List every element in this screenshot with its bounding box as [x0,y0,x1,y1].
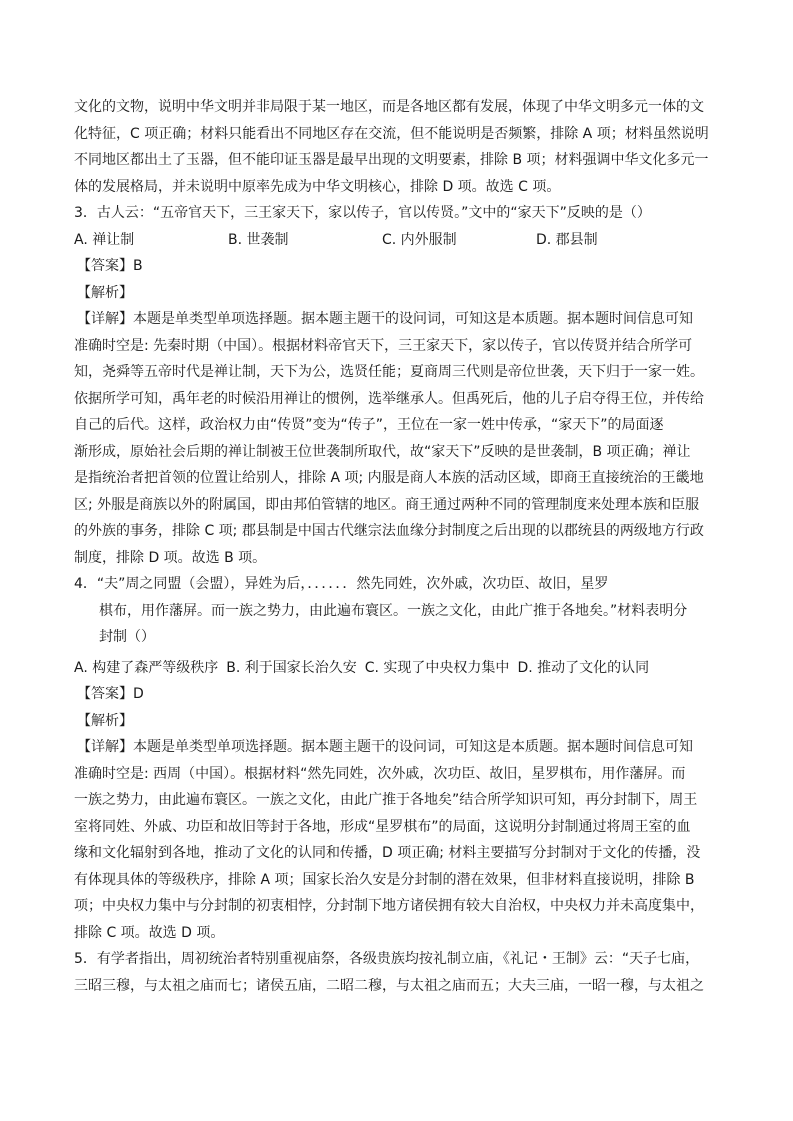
answer-label: 【答案】D [77,686,144,702]
detail-line: 有体现具体的等级秩序，排除 A 项；国家长治久安是分封制的潜在效果，但非材料直接说明，排除 B [74,871,695,888]
option-d: D. 推动了文化的认同 [517,659,650,676]
option-b: B. 利于国家长治久安 [226,659,357,676]
detail-line: 室将同姓、外戚、功臣和故旧等封于各地，形成“星罗棋布”的局面，这说明分封制通过将周王室的血 [74,818,691,835]
detail-line: 自己的后代。这样，政治权力由“传贤”变为“传子”，王位在一家一姓中传承，“家天下”的局面逐 [74,417,664,433]
option-a: A. 禅让制 [74,231,135,248]
question-5-stem: 三昭三穆，与太祖之庙而七；诸侯五庙，二昭二穆，与太祖之庙而五；大夫三庙，一昭一穆，与太祖之 [74,977,704,994]
question-5-stem: 5．有学者指出，周初统治者特别重视庙祭，各级贵族均按礼制立庙，《礼记・王制》云：“天子七庙， [74,951,700,967]
option-a: A. 构建了森严等级秩序 [74,659,219,676]
detail-line: 项；中央权力集中与分封制的初衷相悖，分封制下地方诸侯拥有较大自治权，中央权力并未高度集中， [74,898,704,914]
detail-line: 的外族的事务，排除 C 项; 郡县制是中国古代继宗法血缘分封制度之后出现的以郡统县的两级地方行政 [74,523,704,539]
option-b: B. 世袭制 [228,231,289,248]
analysis-label: 【解析】 [77,284,133,301]
answer-label: 【答案】B [77,258,143,274]
detail-line: 依据所学可知，禹年老的时候沿用禅让的惯例，选举继承人。但禹死后，他的儿子启夺得王位，并传给 [74,390,704,407]
detail-line: 【详解】本题是单类型单项选择题。据本题主题干的设问词，可知这是本质题。据本题时间信息可知 [77,311,693,327]
text-line: 化特征，C 项正确；材料只能看出不同地区存在交流，但不能说明是否频繁，排除 A 项；材料虽然说明 [74,125,709,142]
detail-line: 是指统治者把首领的位置让给别人，排除 A 项; 内服是商人本族的活动区域，即商王直接统治的王畿地 [74,470,704,486]
analysis-label: 【解析】 [77,712,133,729]
question-3-stem: 3．古人云：“五帝官天下，三王家天下，家以传子，官以传贤。”文中的“家天下”反映的是（） [74,205,651,221]
question-3-options [74,227,719,254]
detail-line: 排除 C 项。故选 D 项。 [74,924,225,941]
detail-line: 制度，排除 D 项。故选 B 项。 [74,549,267,566]
detail-line: 准确时空是: 先秦时期（中国）。根据材料帝官天下，三王家天下，家以传子，官以传贤并结合所学可 [74,337,693,354]
option-d: D. 郡县制 [536,231,598,248]
question-4-stem: 封制（） [99,629,155,645]
text-line: 体的发展格局，并未说明中原率先成为中华文明核心，排除 D 项。故选 C 项。 [74,178,561,195]
detail-line: 一族之势力，由此遍布寰区。一族之文化，由此广推于各地矣”结合所学知识可知，再分封制下，周王 [74,792,698,808]
question-4-stem: 4．“夫”周之同盟（会盟），异姓为后，．．．．．．然先同姓，次外戚，次功臣、故旧，星罗 [74,576,609,592]
detail-line: 渐形成，原始社会后期的禅让制被王位世袭制所取代，故“家天下”反映的是世袭制，B 项正确；禅让 [74,443,691,460]
option-c: C. 实现了中央权力集中 [364,659,510,676]
detail-line: 准确时空是: 西周（中国）。根据材料“然先同姓，次外戚，次功臣、故旧，星罗棋布，用作藩屏。而 [74,765,686,782]
question-4-stem: 棋布，用作藩屏。而一族之势力，由此遍布寰区。一族之文化，由此广推于各地矣。”材料表明分 [99,602,688,619]
detail-line: 区; 外服是商族以外的附属国，即由邦伯管辖的地区。商王通过两种不同的管理制度来处理本族和臣服 [74,496,700,513]
option-c: C. 内外服制 [382,231,457,248]
text-line: 文化的文物，说明中华文明并非局限于某一地区，而是各地区都有发展，体现了中华文明多元一体的文 [74,99,704,115]
detail-line: 【详解】本题是单类型单项选择题。据本题主题干的设问词，可知这是本质题。据本题时间信息可知 [77,739,693,755]
detail-line: 知，尧舜等五帝时代是禅让制，天下为公，选贤任能；夏商周三代则是帝位世袭，天下归于一家一姓。 [74,364,704,380]
text-line: 不同地区都出土了玉器，但不能印证玉器是最早出现的文明要素，排除 B 项；材料强调中华文化多元一 [74,152,709,168]
detail-line: 缘和文化辐射到各地，推动了文化的认同和传播，D 项正确; 材料主要描写分封制对于文化的传播，没 [74,845,701,861]
question-4-options [74,655,719,682]
document-content [74,94,719,999]
